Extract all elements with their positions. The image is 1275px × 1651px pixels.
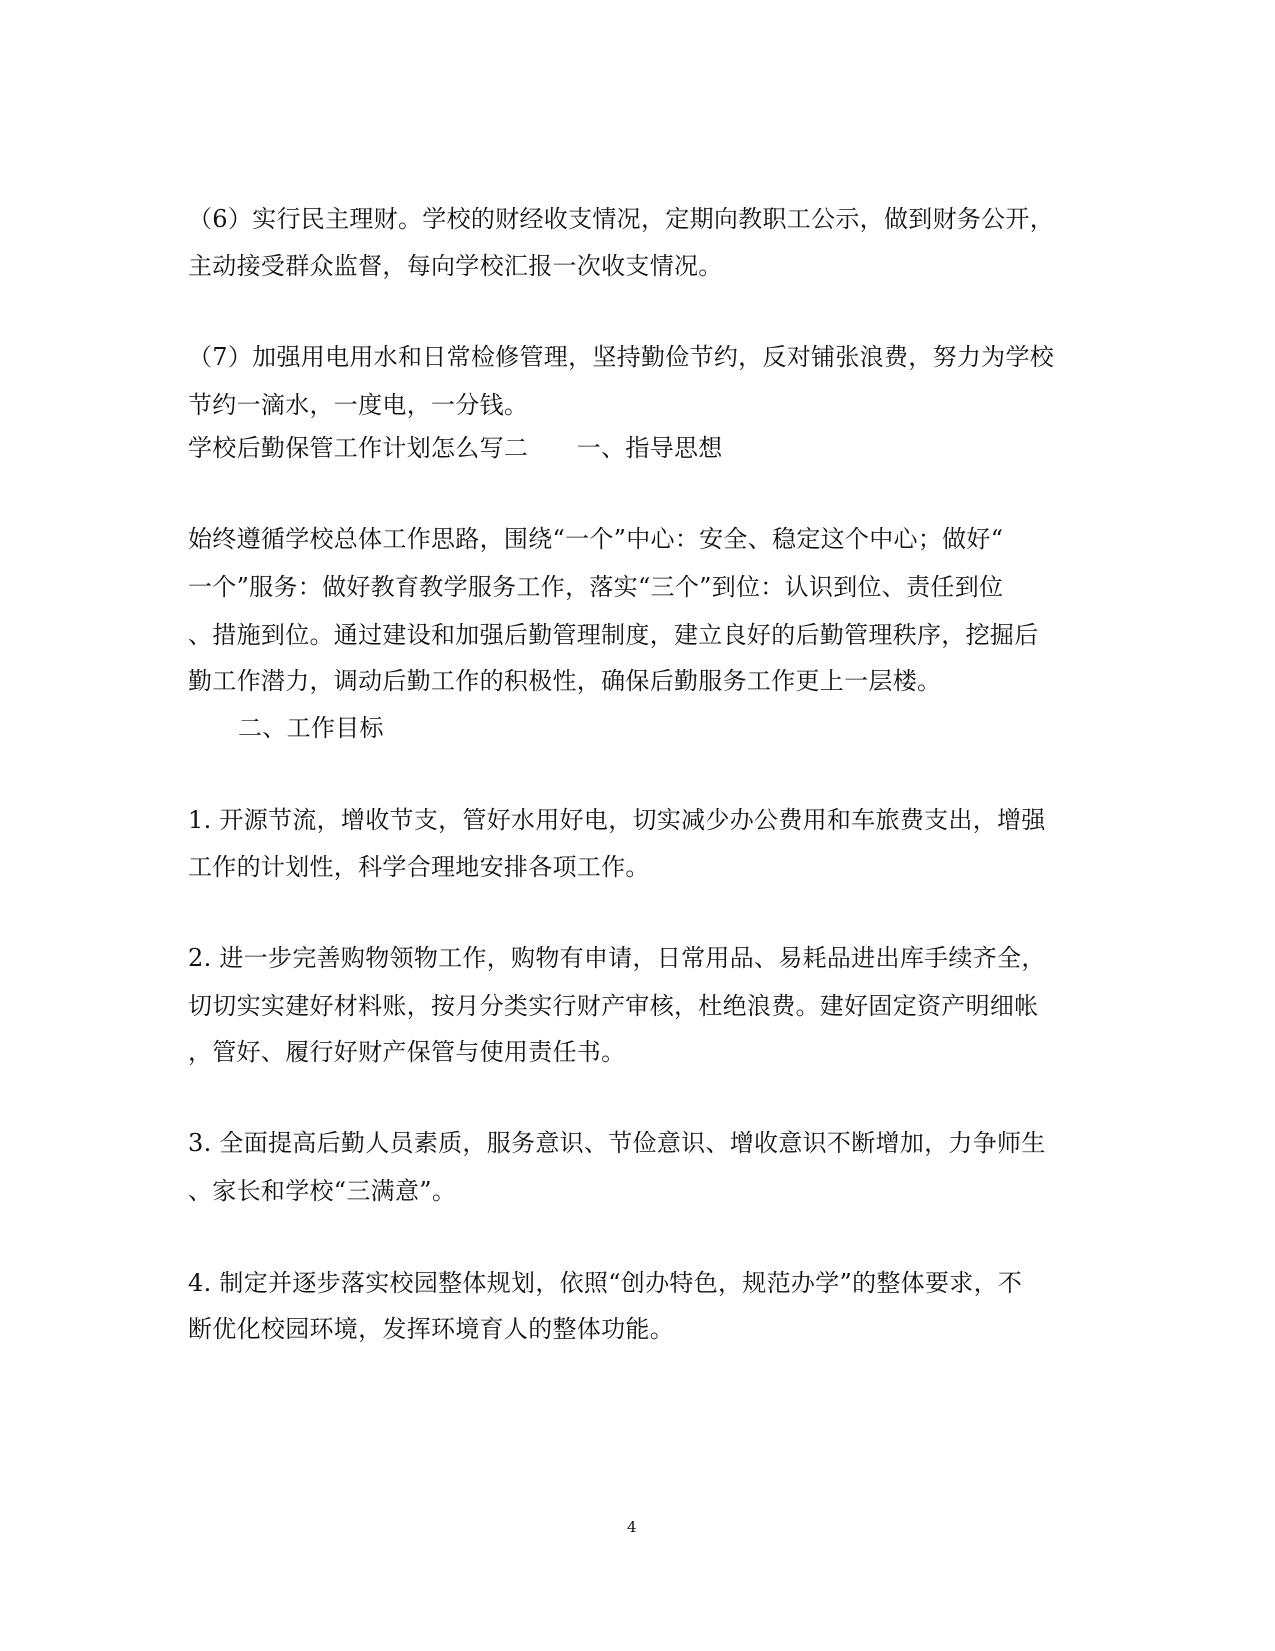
goal-1-line-2: 工作的计划性，科学合理地安排各项工作。 xyxy=(188,853,650,881)
guiding-thought-line-2: 一个”服务：做好教育教学服务工作，落实“三个”到位：认识到位、责任到位 xyxy=(188,573,1004,601)
goal-3-line-2: 、家长和学校“三满意”。 xyxy=(188,1177,457,1205)
paragraph-6-line-1: （6）实行民主理财。学校的财经收支情况，定期向教职工公示，做到财务公开， xyxy=(188,205,1055,233)
section-title: 学校后勤保管工作计划怎么写二 一、指导思想 xyxy=(188,434,723,462)
paragraph-7-line-2: 节约一滴水，一度电，一分钱。 xyxy=(188,391,529,419)
goal-2-line-2: 切切实实建好材料账，按月分类实行财产审核，杜绝浪费。建好固定资产明细帐 xyxy=(188,992,1039,1020)
goal-2-line-1: 2. 进一步完善购物领物工作，购物有申请，日常用品、易耗品进出库手续齐全， xyxy=(188,944,1046,972)
goal-heading: 二、工作目标 xyxy=(238,714,384,742)
goal-3-line-1: 3. 全面提高后勤人员素质，服务意识、节俭意识、增收意识不断增加，力争师生 xyxy=(188,1129,1046,1157)
goal-4-line-2: 断优化校园环境，发挥环境育人的整体功能。 xyxy=(188,1315,674,1343)
paragraph-6-line-2: 主动接受群众监督，每向学校汇报一次收支情况。 xyxy=(188,252,723,280)
goal-2-line-3: ，管好、履行好财产保管与使用责任书。 xyxy=(188,1038,626,1066)
goal-1-line-1: 1. 开源节流，增收节支，管好水用好电，切实减少办公费用和车旅费支出，增强 xyxy=(188,806,1046,834)
guiding-thought-line-4: 勤工作潜力，调动后勤工作的积极性，确保后勤服务工作更上一层楼。 xyxy=(188,667,942,695)
paragraph-7-line-1: （7）加强用电用水和日常检修管理，坚持勤俭节约，反对铺张浪费，努力为学校 xyxy=(188,343,1055,371)
page-number: 4 xyxy=(627,1518,637,1536)
goal-4-line-1: 4. 制定并逐步落实校园整体规划，依照“创办特色，规范办学”的整体要求，不 xyxy=(188,1269,1023,1297)
guiding-thought-line-3: 、措施到位。通过建设和加强后勤管理制度，建立良好的后勤管理秩序，挖掘后 xyxy=(188,621,1039,649)
guiding-thought-line-1: 始终遵循学校总体工作思路，围绕“一个”中心：安全、稳定这个中心；做好“ xyxy=(188,525,1004,553)
